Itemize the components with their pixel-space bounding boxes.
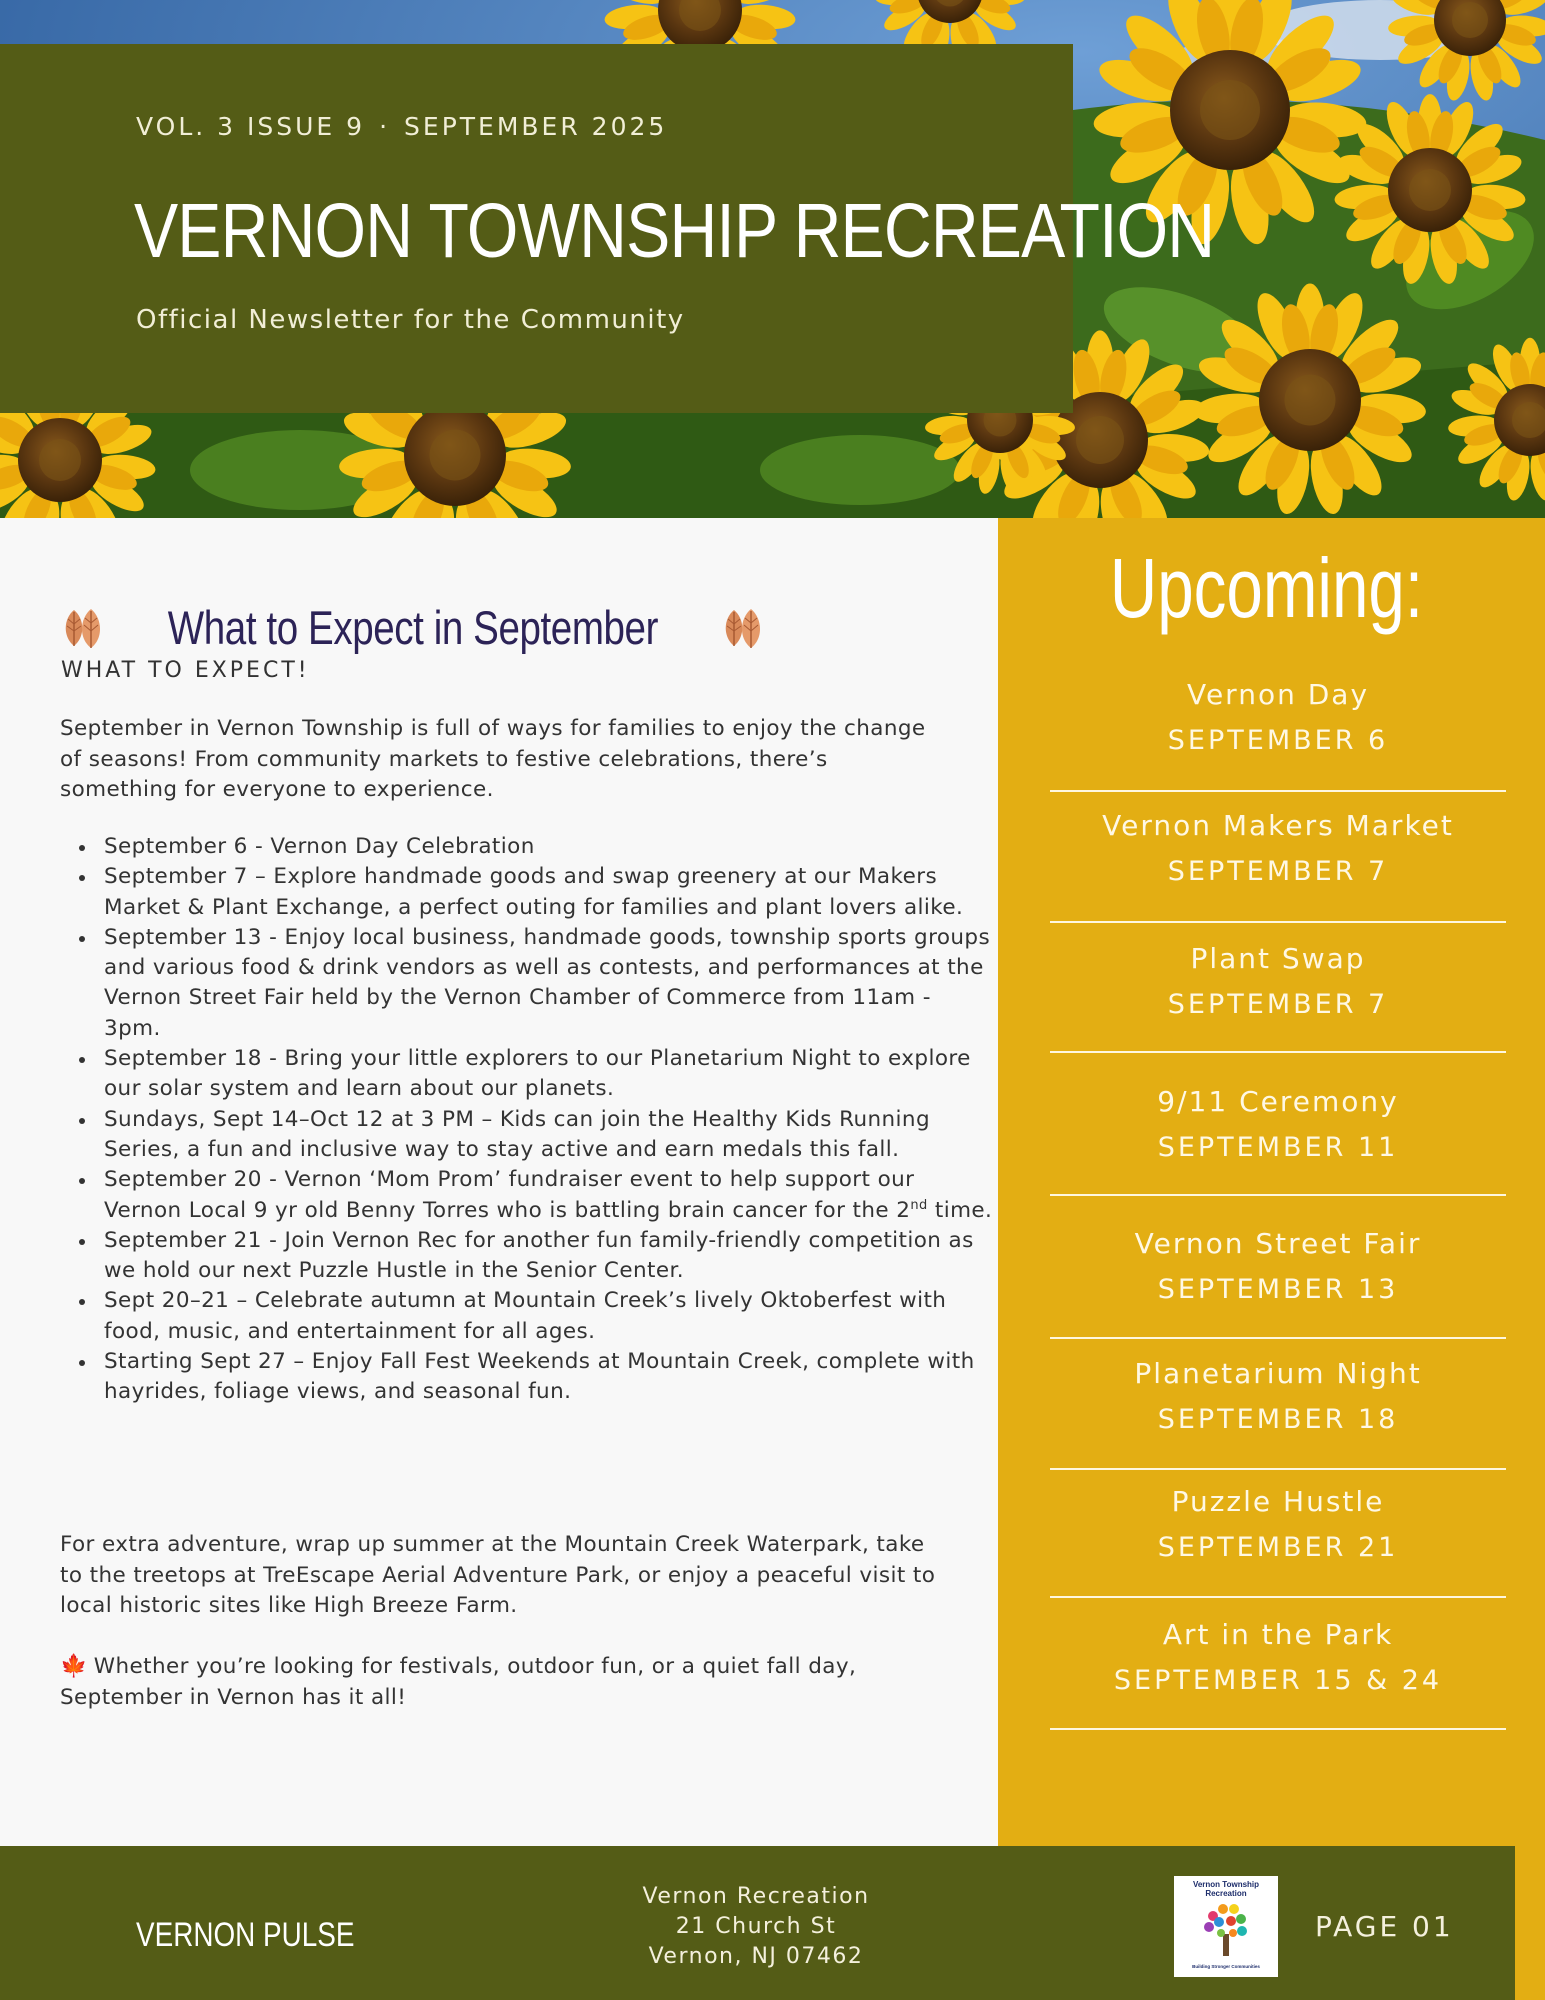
list-item: September 18 - Bring your little explorers to our Planetarium Night to explore our solar system and learn about our planets. — [104, 1044, 994, 1105]
upcoming-event — [1050, 1085, 1506, 1165]
event-name: Vernon Makers Market — [1102, 809, 1454, 842]
ordinal-suffix: nd — [910, 1197, 928, 1213]
article-outro: For extra adventure, wrap up summer at the Mountain Creek Waterpark, take to the treetops at TreEscape Aerial Adventure Park, or enjoy a peaceful visit to local historic sites like High Breeze Farm. — [60, 1532, 936, 1618]
newsletter-title: VERNON TOWNSHIP RECREATION — [134, 188, 1215, 274]
closing-text: Whether you’re looking for festivals, outdoor fun, or a quiet fall day, September in Vernon has it all! — [60, 1654, 857, 1710]
page-footer — [0, 1846, 1515, 2000]
newsletter-subtitle: Official Newsletter for the Community — [136, 305, 685, 335]
event-name: Art in the Park — [1162, 1618, 1394, 1651]
article-section — [0, 518, 998, 1846]
page-number: PAGE 01 — [1315, 1910, 1454, 1943]
upcoming-event — [1050, 1357, 1506, 1437]
event-date: SEPTEMBER 21 — [1157, 1532, 1399, 1563]
list-item: September 21 - Join Vernon Rec for another fun family-friendly competition as we hold our next Puzzle Hustle in the Senior Center. — [104, 1226, 994, 1287]
article-closing — [60, 1652, 950, 1713]
upcoming-event — [1050, 1618, 1506, 1698]
maple-leaf-icon: 🍁 — [60, 1654, 88, 1679]
upcoming-event — [1050, 1485, 1506, 1565]
mom-prom-text: September 20 - Vernon ‘Mom Prom’ fundraiser event to help support our Vernon Local 9 yr old Benny Torres who is battling brain cancer for the 2 — [104, 1167, 915, 1223]
mom-prom-text-end: time. — [927, 1197, 993, 1223]
tree-icon — [1201, 1900, 1251, 1960]
event-divider — [1050, 1728, 1506, 1730]
sidebar-title: Upcoming: — [1109, 541, 1424, 635]
event-divider — [1050, 1596, 1506, 1598]
upcoming-sidebar — [998, 518, 1545, 2000]
hero-banner — [0, 0, 1545, 518]
event-name: Puzzle Hustle — [1171, 1485, 1385, 1518]
event-divider — [1050, 921, 1506, 923]
event-name: Vernon Street Fair — [1134, 1227, 1422, 1260]
list-item: Starting Sept 27 – Enjoy Fall Fest Weekends at Mountain Creek, complete with hayrides, foliage views, and seasonal fun. — [104, 1347, 994, 1408]
event-divider — [1050, 1051, 1506, 1053]
vernon-recreation-logo — [1174, 1876, 1278, 1977]
article-kicker: WHAT TO EXPECT! — [61, 658, 310, 683]
article-heading — [60, 600, 766, 655]
event-divider — [1050, 790, 1506, 792]
address-line: Vernon, NJ 07462 — [648, 1944, 864, 1969]
event-name: Planetarium Night — [1134, 1357, 1422, 1390]
event-date: SEPTEMBER 15 & 24 — [1113, 1665, 1443, 1696]
upcoming-event — [1050, 809, 1506, 889]
event-date: SEPTEMBER 18 — [1157, 1404, 1399, 1435]
footer-address — [600, 1882, 912, 1972]
address-line: Vernon Recreation — [642, 1884, 870, 1909]
event-divider — [1050, 1194, 1506, 1196]
article-title: What to Expect in September — [167, 601, 659, 654]
list-item: September 13 - Enjoy local business, handmade goods, township sports groups and various food & drink vendors as well as contests, and performances at the Vernon Street Fair held by the Vernon Chamber of Commerce from 11am - 3pm. — [104, 923, 994, 1044]
event-name: 9/11 Ceremony — [1157, 1085, 1399, 1118]
issue-info — [136, 112, 667, 141]
list-item: September 7 – Explore handmade goods and swap greenery at our Makers Market & Plant Exchange, a perfect outing for families and plant lovers alike. — [104, 862, 994, 923]
event-bullet-list — [60, 832, 994, 1408]
event-date: SEPTEMBER 11 — [1157, 1132, 1399, 1163]
event-date: SEPTEMBER 6 — [1167, 725, 1389, 756]
event-name: Plant Swap — [1190, 942, 1366, 975]
article-intro: September in Vernon Township is full of ways for families to enjoy the change of seasons! From community markets to festive celebrations, there’s something for everyone to experience. — [60, 716, 926, 802]
event-divider — [1050, 1337, 1506, 1339]
event-date: SEPTEMBER 7 — [1167, 989, 1389, 1020]
autumn-leaves-icon — [720, 606, 766, 650]
list-item: September 6 - Vernon Day Celebration — [104, 832, 994, 862]
list-item — [104, 1165, 994, 1226]
issue-number: VOL. 3 ISSUE 9 — [136, 112, 366, 141]
autumn-leaves-icon — [60, 606, 106, 650]
logo-title: Vernon Township Recreation — [1192, 1880, 1260, 1898]
list-item: Sundays, Sept 14–Oct 12 at 3 PM – Kids can join the Healthy Kids Running Series, a fun and inclusive way to stay active and earn medals this fall. — [104, 1105, 994, 1166]
upcoming-event — [1050, 942, 1506, 1022]
footer-brand: VERNON PULSE — [136, 1916, 355, 1954]
logo-tagline: Building Stronger Communities — [1192, 1964, 1260, 1969]
address-line: 21 Church St — [675, 1914, 837, 1939]
event-date: SEPTEMBER 13 — [1157, 1274, 1399, 1305]
list-item: Sept 20–21 – Celebrate autumn at Mountain Creek’s lively Oktoberfest with food, music, and entertainment for all ages. — [104, 1286, 994, 1347]
upcoming-event — [1050, 1227, 1506, 1307]
issue-separator: · — [379, 112, 391, 141]
upcoming-event — [1050, 678, 1506, 758]
event-name: Vernon Day — [1186, 678, 1370, 711]
event-date: SEPTEMBER 7 — [1167, 856, 1389, 887]
event-divider — [1050, 1468, 1506, 1470]
issue-date: SEPTEMBER 2025 — [404, 112, 668, 141]
